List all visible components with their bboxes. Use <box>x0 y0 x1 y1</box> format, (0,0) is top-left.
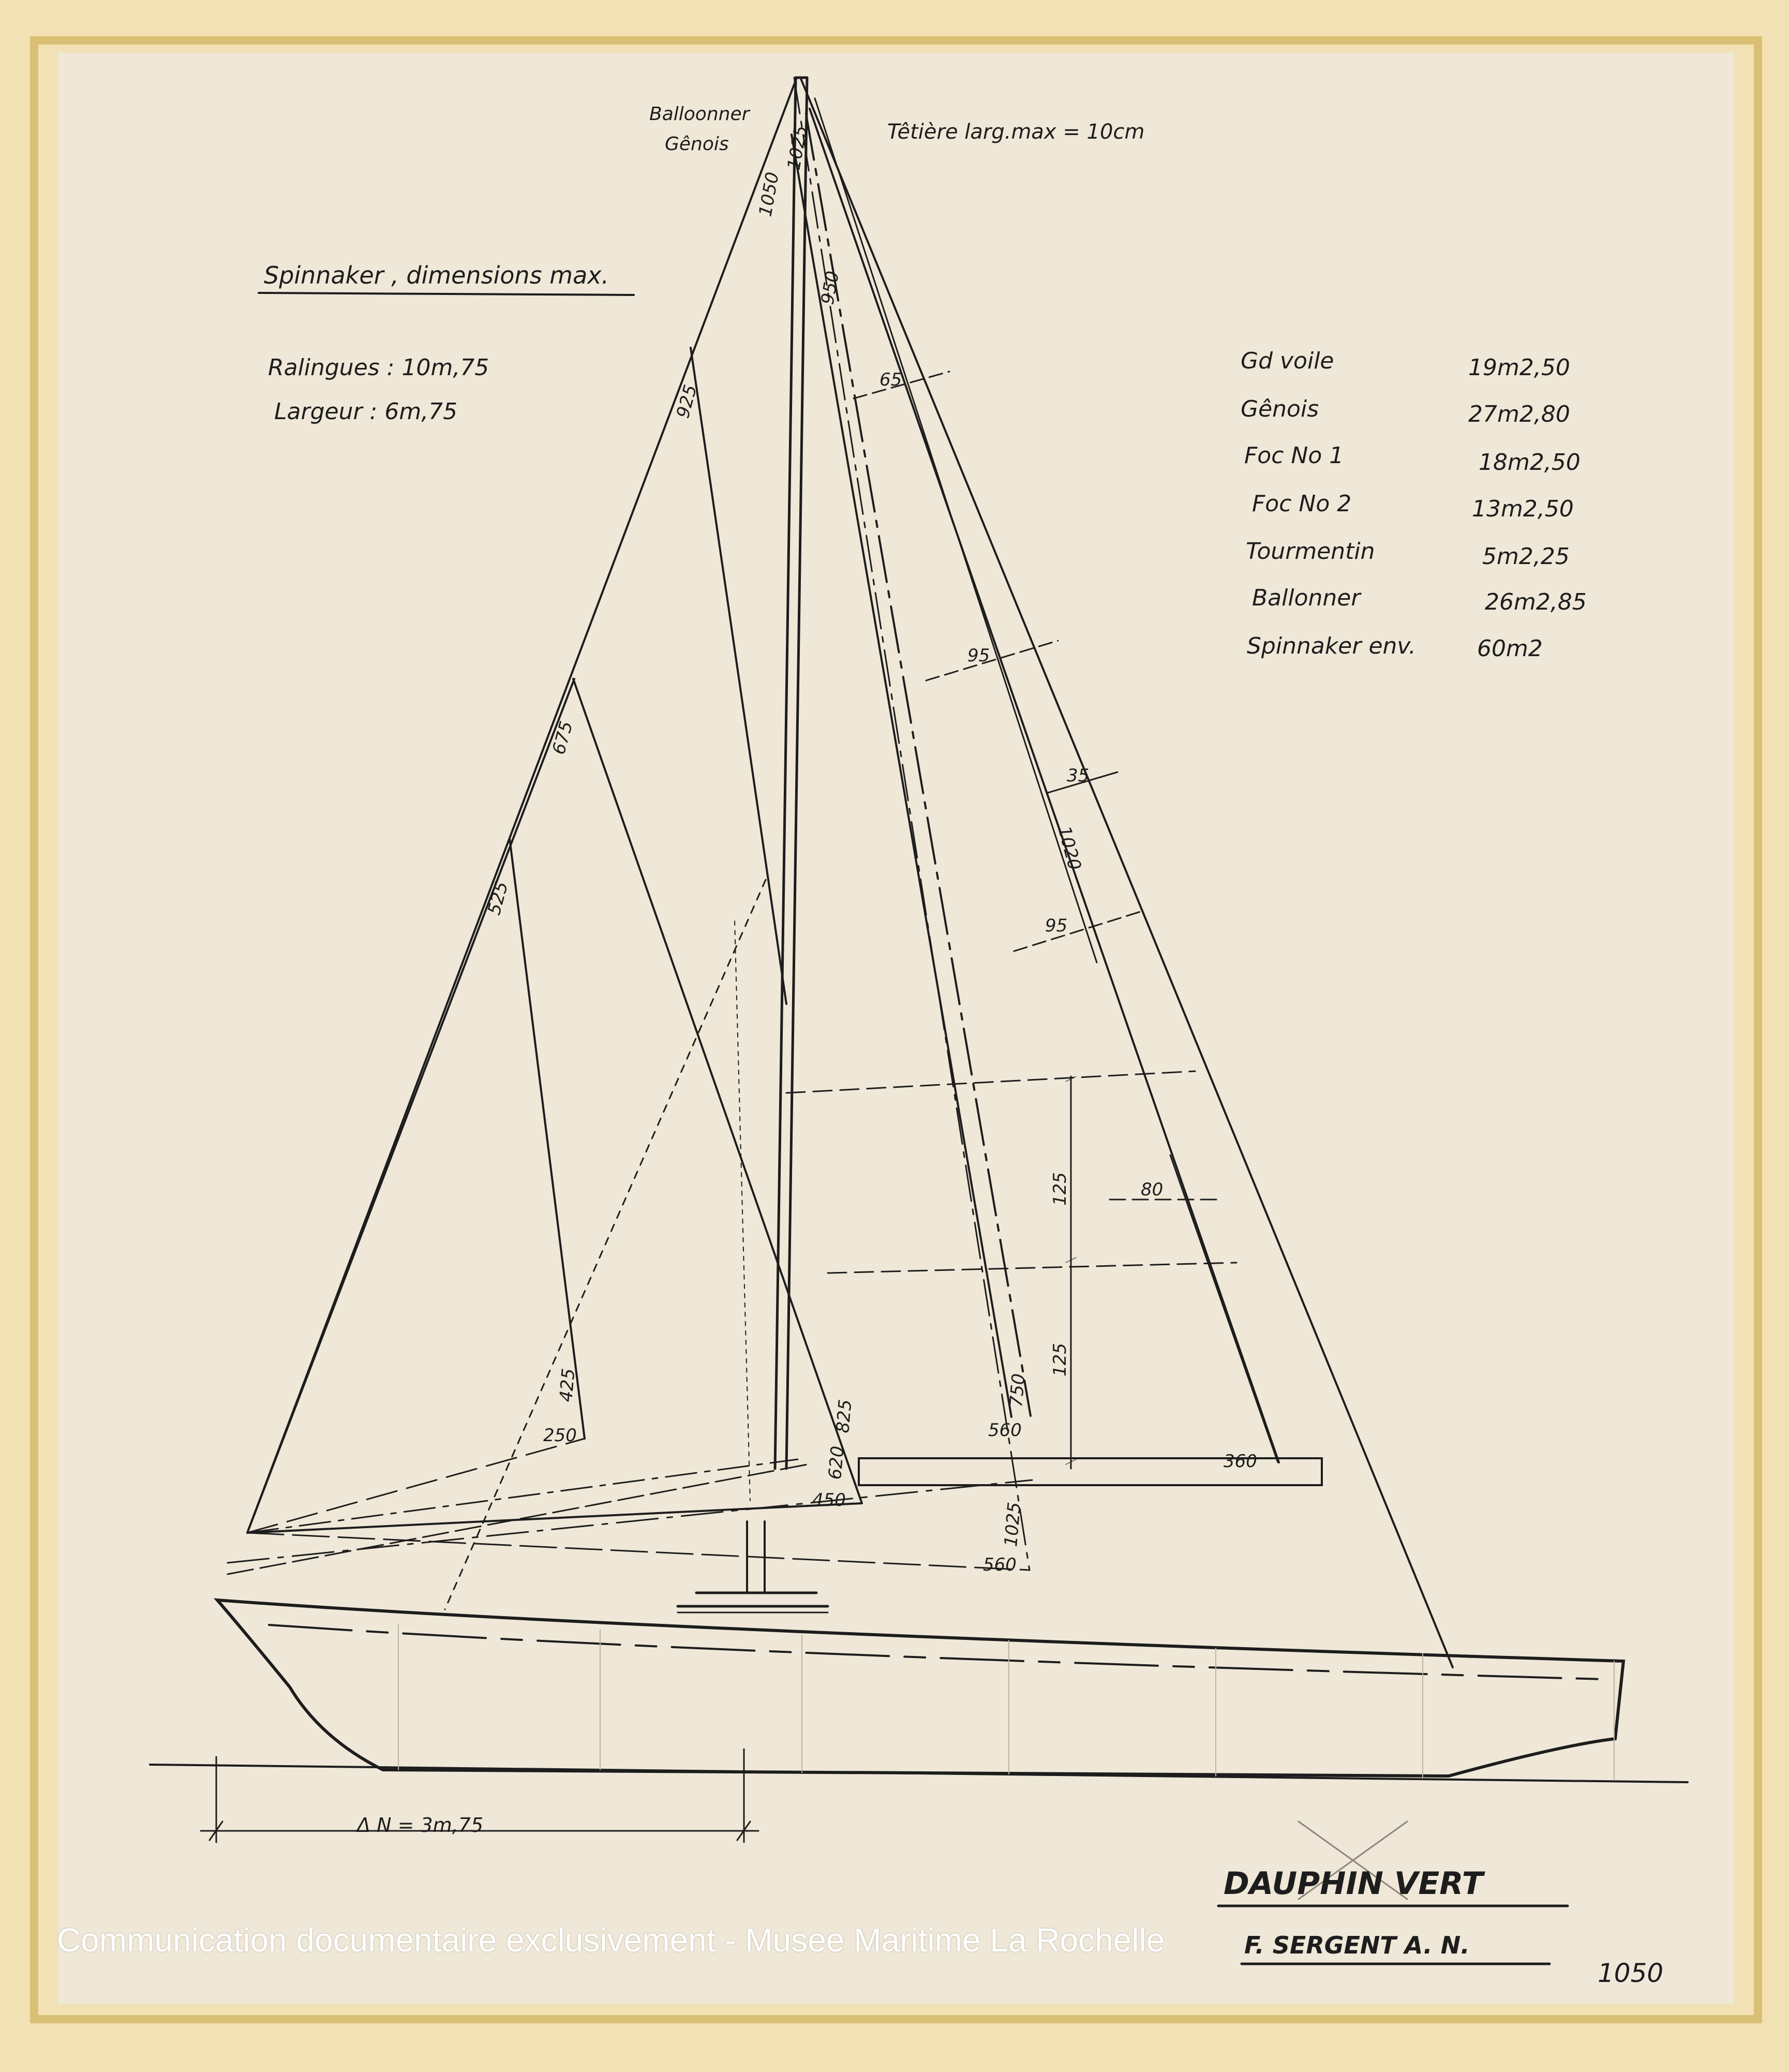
dim-label: 1020 <box>1053 823 1085 872</box>
dim-label: 250 <box>543 1425 577 1446</box>
sail-name: Foc No 1 <box>1244 442 1344 469</box>
sail-area: 27m2,80 <box>1468 401 1570 427</box>
sail-area: 26m2,85 <box>1485 589 1587 615</box>
dim-label: 125 <box>1050 1343 1070 1377</box>
plan-number: 1050 <box>1598 1958 1664 1988</box>
sail-area: 19m2,50 <box>1468 354 1570 381</box>
dim-label: 360 <box>1224 1451 1257 1472</box>
sail-area: 5m2,25 <box>1482 543 1570 570</box>
dim-label: 750 <box>1006 1372 1030 1408</box>
spinnaker-title: Spinnaker , dimensions max. <box>264 261 609 289</box>
dim-label: 525 <box>484 879 513 917</box>
top-label-ballonner: Balloonner <box>649 103 750 125</box>
dim-label: 95 <box>967 645 990 666</box>
sail-area: 13m2,50 <box>1472 496 1574 522</box>
sail-name: Spinnaker env. <box>1247 633 1416 659</box>
sail-area: 60m2 <box>1477 635 1543 662</box>
watermark: Communication documentaire exclusivement - Musee Maritime La Rochelle <box>57 1921 1165 1959</box>
dim-label: 425 <box>556 1367 579 1403</box>
sail-name: Foc No 2 <box>1252 491 1352 517</box>
dim-label: 1025 <box>783 124 812 172</box>
sail-name: Ballonner <box>1252 585 1361 611</box>
dim-label: 925 <box>673 382 702 421</box>
spinnaker-largeur: Largeur : 6m,75 <box>274 398 458 425</box>
dim-label: 125 <box>1050 1172 1070 1206</box>
dim-label: 675 <box>548 719 577 757</box>
dim-label: 1050 <box>755 170 783 218</box>
dim-label: 825 <box>832 1398 856 1434</box>
dim-label: 560 <box>983 1555 1017 1575</box>
dim-label: 35 <box>1067 765 1090 786</box>
sail-area: 18m2,50 <box>1479 449 1581 476</box>
designer: F. SERGENT A. N. <box>1244 1931 1470 1959</box>
dim-label: 80 <box>1141 1179 1164 1200</box>
tetiere-note: Têtière larg.max = 10cm <box>887 120 1145 144</box>
dim-label: 620 <box>825 1445 848 1481</box>
boat-name: DAUPHIN VERT <box>1224 1866 1483 1902</box>
spinnaker-ralingues: Ralingues : 10m,75 <box>268 354 489 381</box>
sail-name: Gd voile <box>1241 348 1334 374</box>
top-label-genois: Gênois <box>665 134 729 155</box>
dim-label: 1025 <box>1001 1501 1025 1548</box>
dim-label: 95 <box>1045 915 1068 936</box>
dim-label: 65 <box>879 369 902 390</box>
keel-dimension: Δ N = 3m,75 <box>357 1814 484 1837</box>
sail-name: Gênois <box>1241 396 1319 422</box>
dim-label: 560 <box>988 1420 1022 1441</box>
dim-label: 950 <box>817 269 844 306</box>
sail-name: Tourmentin <box>1246 538 1375 565</box>
dim-label: 450 <box>812 1490 846 1511</box>
